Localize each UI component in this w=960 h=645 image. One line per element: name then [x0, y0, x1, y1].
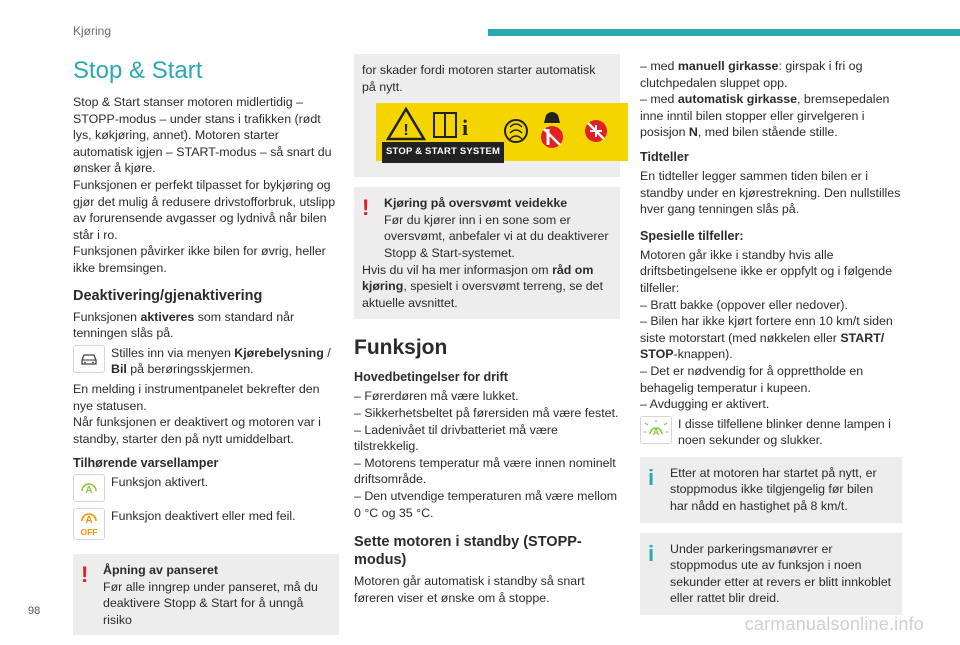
watermark: carmanualsonline.info — [744, 614, 924, 634]
condition-item: – Ladenivået til drivbatteriet må være tilstrekkelig. — [354, 422, 558, 454]
condition-item: – Sikkerhetsbeltet på førersiden må være festet. — [354, 405, 619, 420]
warning-exclamation-icon: ! — [362, 195, 370, 221]
stop-start-blinking-icon — [640, 416, 672, 444]
svg-text:A: A — [85, 485, 93, 497]
warning-box-flood — [354, 187, 620, 319]
special-case-item: – Avdugging er aktivert. — [640, 397, 770, 412]
lamp-off-row — [73, 508, 339, 540]
status-message-text: En melding i instrumentpanelet bekrefter den nye statusen. — [73, 381, 320, 413]
condition-item: – Førerdøren må være lukket. — [354, 389, 519, 404]
standby-text: Motoren går automatisk i standby så snart føreren viser et ønske om å stoppe. — [354, 574, 585, 605]
heading-warning-lamps: Tilhørende varsellamper — [73, 456, 219, 471]
info-text-parking: Under parkeringsmanøvrer er stoppmodus ute av funksjon i noen sekunder etter at revers er blitt innkoblet eller rattet blir dreid. — [670, 541, 892, 606]
intro-paragraph-3: Funksjonen påvirker ikke bilen for øvrig, heller ikke bremsingen. — [73, 244, 326, 275]
car-menu-icon — [73, 345, 105, 373]
page-number: 98 — [28, 605, 41, 617]
warning-exclamation-icon: ! — [81, 562, 89, 588]
header-title: Kjøring — [73, 24, 112, 38]
timer-text: En tidteller legger sammen tiden bilen er i standby under en kjørestrekning. Den nullstilles hver gang tenningen slås på. — [640, 168, 901, 217]
svg-text:A: A — [85, 515, 93, 527]
column-3 — [640, 58, 902, 625]
restart-text: Når funksjonen er deaktivert og motoren var i standby, starter den på nytt umiddelbart. — [73, 415, 321, 446]
flood-text-1: Før du kjører inn i en sone som er oversvømt, anbefaler vi at du deaktiverer Stopp & Start-systemet. — [384, 212, 609, 260]
column-1 — [73, 52, 339, 645]
special-case-item: – Det er nødvendig for å opprettholde en behagelig temperatur i kupeen. — [640, 363, 864, 395]
stop-start-green-icon — [73, 474, 105, 502]
flood-title: Kjøring på oversvømt veidekke — [384, 196, 568, 211]
condition-item: – Den utvendige temperaturen må være mellom 0 °C og 35 °C. — [354, 488, 618, 520]
lamp-off-text: Funksjon deaktivert eller med feil. — [111, 509, 296, 524]
column-2 — [354, 52, 620, 606]
info-box-restart — [640, 457, 902, 523]
svg-text:!: ! — [403, 122, 409, 140]
warning-text-continued: for skader fordi motoren starter automatisk på nytt. — [362, 63, 596, 94]
blinking-lamp-text: I disse tilfellene blinker denne lampen i noen sekunder og slukker. — [678, 416, 891, 448]
intro-paragraph-1: Stop & Start stanser motoren midlertidig – STOPP-modus – under stans i trafikken (rødt lys, køkjøring, annet). Motoren starter automatisk igjen – START-modus – så snart du ønsker å kjøre. — [73, 95, 332, 176]
info-icon: i — [648, 464, 655, 490]
header-accent-bar — [488, 29, 960, 36]
heading-deactivation: Deaktivering/gjenaktivering — [73, 287, 263, 304]
special-case-item: – Bratt bakke (oppover eller nedover). — [640, 297, 848, 312]
condition-item: – Motorens temperatur må være innen nominelt driftsområde. — [354, 455, 616, 487]
special-cases-intro: Motoren går ikke i standby hvis alle driftsbetingelsene ikke er oppfylt og i følgende tilfeller: — [640, 247, 893, 295]
warning-text-first: Før alle inngrep under panseret, må du deaktivere Stopp & Start for å unngå risiko — [103, 579, 318, 628]
menu-instruction-text: Stilles inn via menyen Kjørebelysning / Bil på berøringsskjermen. — [111, 345, 331, 377]
svg-text:i: i — [462, 115, 469, 141]
lamp-active-text: Funksjon aktivert. — [111, 475, 209, 490]
stop-start-sticker — [376, 103, 628, 161]
special-case-item: – Bilen har ikke kjørt fortere enn 10 km/t siden siste motorstart (med nøkkelen eller START/ STOP-knappen). — [640, 314, 893, 362]
svg-text:A: A — [652, 426, 660, 437]
heading-main-conditions: Hovedbetingelser for drift — [354, 370, 508, 385]
info-icon: i — [648, 540, 655, 566]
warning-box-bonnet — [73, 554, 339, 634]
manual-gearbox-text: – med manuell girkasse: girspak i fri og clutchpedalen sluppet opp. — [640, 59, 863, 90]
intro-paragraph-2: Funksjonen er perfekt tilpasset for bykjøring og gjør det mulig å redusere drivstofforbruk, utslipp av forurensende avgasser og lydnivå når bilen står i ro. — [73, 177, 336, 242]
deactivation-text: Funksjonen aktiveres som standard når tenningen slås på. — [73, 309, 295, 341]
blinking-lamp-row — [640, 416, 902, 449]
lamp-active-row — [73, 474, 339, 502]
heading-standby: Sette motoren i standby (STOPP-modus) — [354, 534, 582, 569]
info-text-restart: Etter at motoren har startet på nytt, er stoppmodus ikke tilgjengelig før bilen har nådd en hastighet på 8 km/t. — [670, 465, 877, 514]
heading-funksjon: Funksjon — [354, 336, 448, 360]
info-box-parking — [640, 533, 902, 615]
warning-title: Åpning av panseret — [103, 563, 218, 578]
menu-instruction — [73, 345, 339, 378]
sticker-label: STOP & START SYSTEM — [382, 142, 504, 163]
warning-box-bonnet-continued — [354, 54, 620, 177]
automatic-gearbox-text: – med automatisk girkasse, bremsepedalen inne inntil bilen stopper eller girvelgeren i posisjon N, med bilen stående stille. — [640, 92, 890, 140]
heading-timer: Tidteller — [640, 149, 689, 164]
page-title: Stop & Start — [73, 57, 203, 84]
stop-start-off-orange-icon — [73, 508, 105, 540]
flood-text-2: Hvis du vil ha mer informasjon om råd om kjøring, spesielt i oversvømt terreng, se det aktuelle avsnittet. — [362, 262, 604, 310]
heading-special-cases: Spesielle tilfeller: — [640, 228, 744, 243]
svg-text:OFF: OFF — [80, 527, 98, 538]
